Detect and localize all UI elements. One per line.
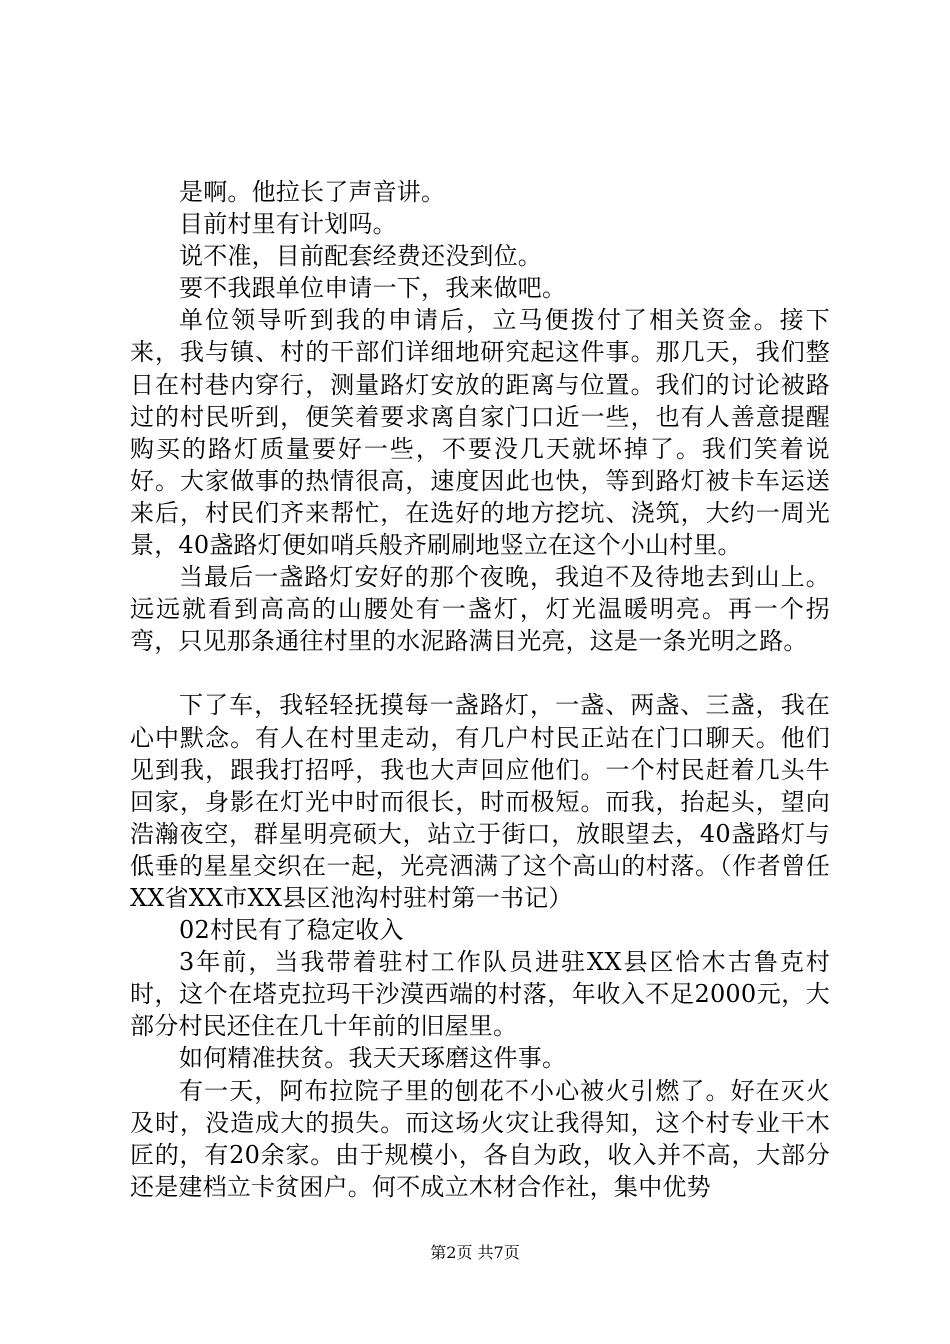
paragraph-carpenters: 有一天，阿布拉院子里的刨花不小心被火引燃了。好在灭火及时，没造成大的损失。而这场火灾让我得知，这个村专业干木匠的，有20余家。由于规模小，各自为政，收入并不高，大部分还是建档立卡贫困户。何不成立木材合作社，集中优势 — [130, 1076, 830, 1201]
paragraph-dialogue-2: 目前村里有计划吗。 — [179, 210, 397, 239]
paragraph-three-years-ago: 3年前，当我带着驻村工作队员进驻XX县区恰木古鲁克村时，这个在塔克拉玛干沙漠西端的村落，年收入不足2000元，大部分村民还住在几十年前的旧屋里。 — [130, 948, 830, 1041]
paragraph-precise-poverty: 如何精准扶贫。我天天琢磨这件事。 — [179, 1044, 567, 1073]
paragraph-dialogue-1: 是啊。他拉长了声音讲。 — [179, 178, 446, 206]
document-body — [130, 176, 830, 1203]
paragraph-streetlight-funding: 单位领导听到我的申请后，立马便拨付了相关资金。接下来，我与镇、村的干部们详细地研究起这件事。那几天，我们整日在村巷内穿行，测量路灯安放的距离与位置。我们的讨论被路过的村民听到，便笑着要求离自家门口近一些，也有人善意提醒购买的路灯质量要好一些，不要没几天就坏掉了。我们笑着说好。大家做事的热情很高，速度因此也快，等到路灯被卡车运送来后，村民们齐来帮忙，在选好的地方挖坑、浇筑，大约一周光景，40盏路灯便如哨兵般齐刷刷地竖立在这个小山村里。 — [130, 306, 830, 560]
paragraph-last-lamp-night: 当最后一盏路灯安好的那个夜晚，我迫不及待地去到山上。远远就看到高高的山腰处有一盏灯，灯光温暖明亮。再一个拐弯，只见那条通往村里的水泥路满目光亮，这是一条光明之路。 — [130, 563, 830, 656]
paragraph-dialogue-4: 要不我跟单位申请一下，我来做吧。 — [179, 274, 567, 303]
paragraph-gap — [130, 657, 830, 689]
page-number-footer: 第2页 共7页 — [430, 1243, 520, 1262]
section-heading: 02村民有了稳定收入 — [179, 916, 404, 945]
paragraph-village-night: 下了车，我轻轻抚摸每一盏路灯，一盏、两盏、三盏，我在心中默念。有人在村里走动，有几户村民正站在门口聊天。他们见到我，跟我打招呼，我也大声回应他们。一个村民赶着几头牛回家，身影在灯光中时而很长，时而极短。而我，抬起头，望向浩瀚夜空，群星明亮硕大，站立于街口，放眼望去，40盏路灯与低垂的星星交织在一起，光亮洒满了这个高山的村落。（作者曾任XX省XX市XX县区池沟村驻村第一书记） — [130, 691, 830, 912]
paragraph-dialogue-3: 说不准，目前配套经费还没到位。 — [179, 242, 542, 271]
